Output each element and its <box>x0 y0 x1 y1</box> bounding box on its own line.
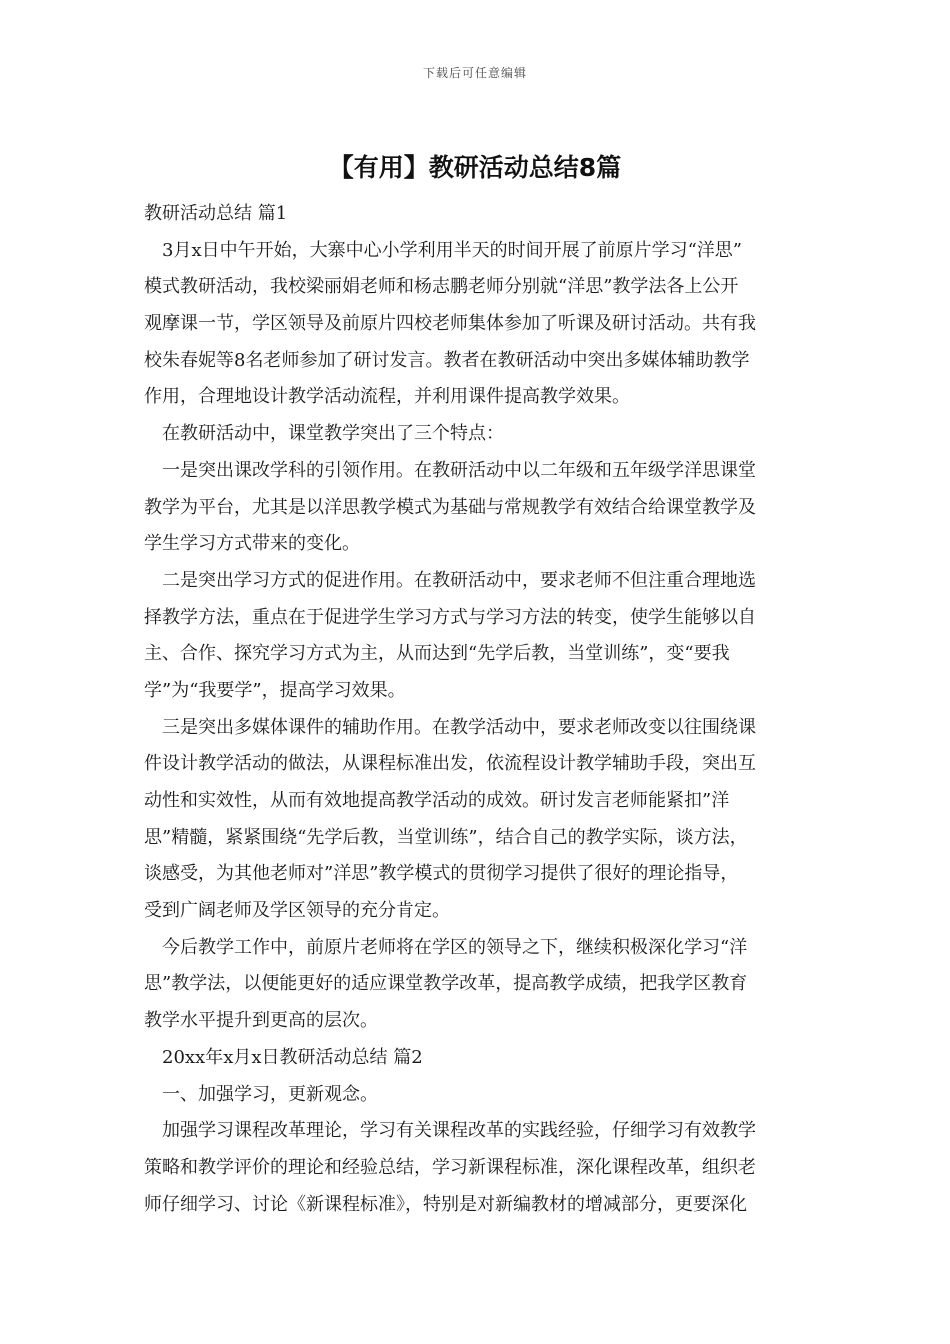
text-line: 模式教研活动，我校梁丽娟老师和杨志鹏老师分别就“洋思”教学法各上公开 <box>144 276 739 298</box>
text-line: 学”为“我要学”，提高学习效果。 <box>144 679 406 701</box>
page-header: 下载后可任意编辑 <box>422 66 527 80</box>
text-line: 学生学习方式带来的变化。 <box>144 533 360 555</box>
text-line: 作用，合理地设计教学活动流程，并利用课件提高教学效果。 <box>144 386 630 408</box>
text-line: 教学水平提升到更高的层次。 <box>144 1010 378 1032</box>
text-line: 观摩课一节，学区领导及前原片四校老师集体参加了听课及研讨活动。共有我 <box>144 313 756 335</box>
document-title: 【有用】教研活动总结8篇 <box>328 153 622 182</box>
text-line: 思”精髓，紧紧围绕“先学后教，当堂训练”，结合自己的教学实际，谈方法， <box>144 826 748 848</box>
text-line: 加强学习课程改革理论，学习有关课程改革的实践经验，仔细学习有效教学 <box>162 1120 756 1142</box>
text-line: 动性和实效性，从而有效地提高教学活动的成效。研讨发言老师能紧扣”洋 <box>144 790 730 811</box>
text-line: 谈感受，为其他老师对”洋思”教学模式的贯彻学习提供了很好的理论指导， <box>144 863 739 885</box>
text-line: 3月x日中午开始，大寨中心小学利用半天的时间开展了前原片学习“洋思” <box>162 239 743 261</box>
text-line: 择教学方法，重点在于促进学生学习方式与学习方法的转变，使学生能够以自 <box>144 606 756 628</box>
text-line: 教学为平台，尤其是以洋思教学模式为基础与常规教学有效结合给课堂教学及 <box>144 496 756 518</box>
text-line: 一是突出课改学科的引领作用。在教研活动中以二年级和五年级学洋思课堂 <box>162 459 756 481</box>
text-line: 三是突出多媒体课件的辅助作用。在教学活动中，要求老师改变以往围绕课 <box>162 716 756 738</box>
text-line: 今后教学工作中，前原片老师将在学区的领导之下，继续积极深化学习“洋 <box>162 936 748 958</box>
text-line: 策略和教学评价的理论和经验总结，学习新课程标准，深化课程改革，组织老 <box>144 1156 756 1178</box>
text-line: 受到广阔老师及学区领导的充分肯定。 <box>144 900 450 922</box>
text-line: 20xx年x月x日教研活动总结 篇2 <box>162 1046 423 1068</box>
text-line: 教研活动总结 篇1 <box>144 203 288 224</box>
text-line: 一、加强学习，更新观念。 <box>162 1083 378 1105</box>
text-line: 件设计教学活动的做法，从课程标准出发，依流程设计教学辅助手段，突出互 <box>144 753 756 775</box>
text-line: 二是突出学习方式的促进作用。在教研活动中，要求老师不但注重合理地选 <box>162 569 756 591</box>
text-line: 主、合作、探究学习方式为主，从而达到“先学后教，当堂训练”，变“要我 <box>144 643 730 665</box>
text-line: 思”教学法，以便能更好的适应课堂教学改革，提高教学成绩，把我学区教育 <box>144 973 748 995</box>
text-line: 在教研活动中，课堂教学突出了三个特点： <box>162 423 504 445</box>
document-body <box>144 196 814 1223</box>
text-line: 师仔细学习、讨论《新课程标准》，特别是对新编教材的增减部分，更要深化 <box>144 1193 747 1215</box>
text-line: 校朱春妮等8名老师参加了研讨发言。教者在教研活动中突出多媒体辅助教学 <box>144 349 750 371</box>
